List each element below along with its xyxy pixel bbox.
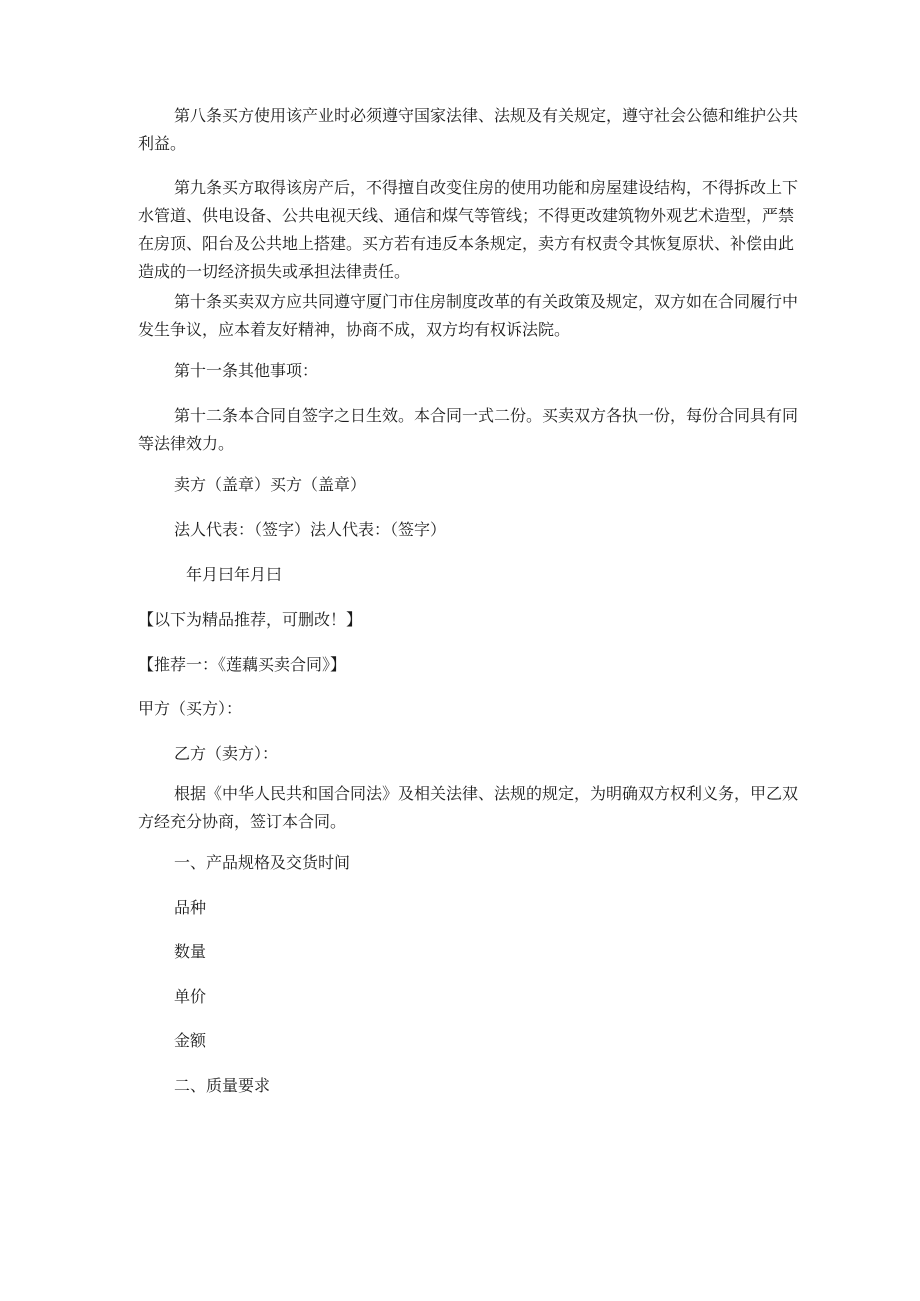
item-amount: 金额 bbox=[174, 1031, 207, 1050]
article-8-paragraph: 第八条买方使用该产业时必须遵守国家法律、法规及有关规定，遵守社会公德和维护公共利益。 bbox=[138, 106, 799, 153]
item-quantity: 数量 bbox=[174, 942, 207, 961]
party-a-line: 甲方（买方）： bbox=[138, 699, 243, 718]
item-variety: 品种 bbox=[174, 898, 207, 917]
item-unit-price: 单价 bbox=[174, 987, 207, 1006]
recommendation-title: 【推荐一：《莲藕买卖合同》】 bbox=[138, 655, 347, 674]
seal-line: 卖方（盖章）买方（盖章） bbox=[174, 475, 367, 494]
recommendation-note: 【以下为精品推荐，可删改！】 bbox=[138, 610, 363, 629]
section-1-heading: 一、产品规格及交货时间 bbox=[174, 853, 351, 872]
date-line: 年月曰年月曰 bbox=[186, 565, 283, 584]
article-11-paragraph: 第十一条其他事项： bbox=[174, 361, 319, 380]
article-9-paragraph: 第九条买方取得该房产后，不得擅自改变住房的使用功能和房屋建设结构，不得拆改上下水管道、供电设备、公共电视天线、通信和煤气等管线；不得更改建筑物外观艺术造型，严禁在房顶、阳台及公共地上搭建。买方若有违反本条规定，卖方有权责令其恢复原状、补偿由此造成的一切经济损失或承担法律责任。 bbox=[138, 178, 799, 281]
article-10-paragraph: 第十条买卖双方应共同遵守厦门市住房制度改革的有关政策及规定，双方如在合同履行中发生争议，应本着友好精神，协商不成，双方均有权诉法院。 bbox=[138, 292, 799, 339]
contract-preamble: 根据《中华人民共和国合同法》及相关法律、法规的规定，为明确双方权利义务，甲乙双方经充分协商，签订本合同。 bbox=[138, 784, 799, 831]
section-2-heading: 二、质量要求 bbox=[174, 1076, 271, 1095]
party-b-line: 乙方（卖方）： bbox=[174, 744, 279, 763]
article-12-paragraph: 第十二条本合同自签字之日生效。本合同一式二份。买卖双方各执一份，每份合同具有同等法律效力。 bbox=[138, 406, 799, 453]
signature-line: 法人代表：（签字）法人代表：（签字） bbox=[174, 520, 447, 539]
